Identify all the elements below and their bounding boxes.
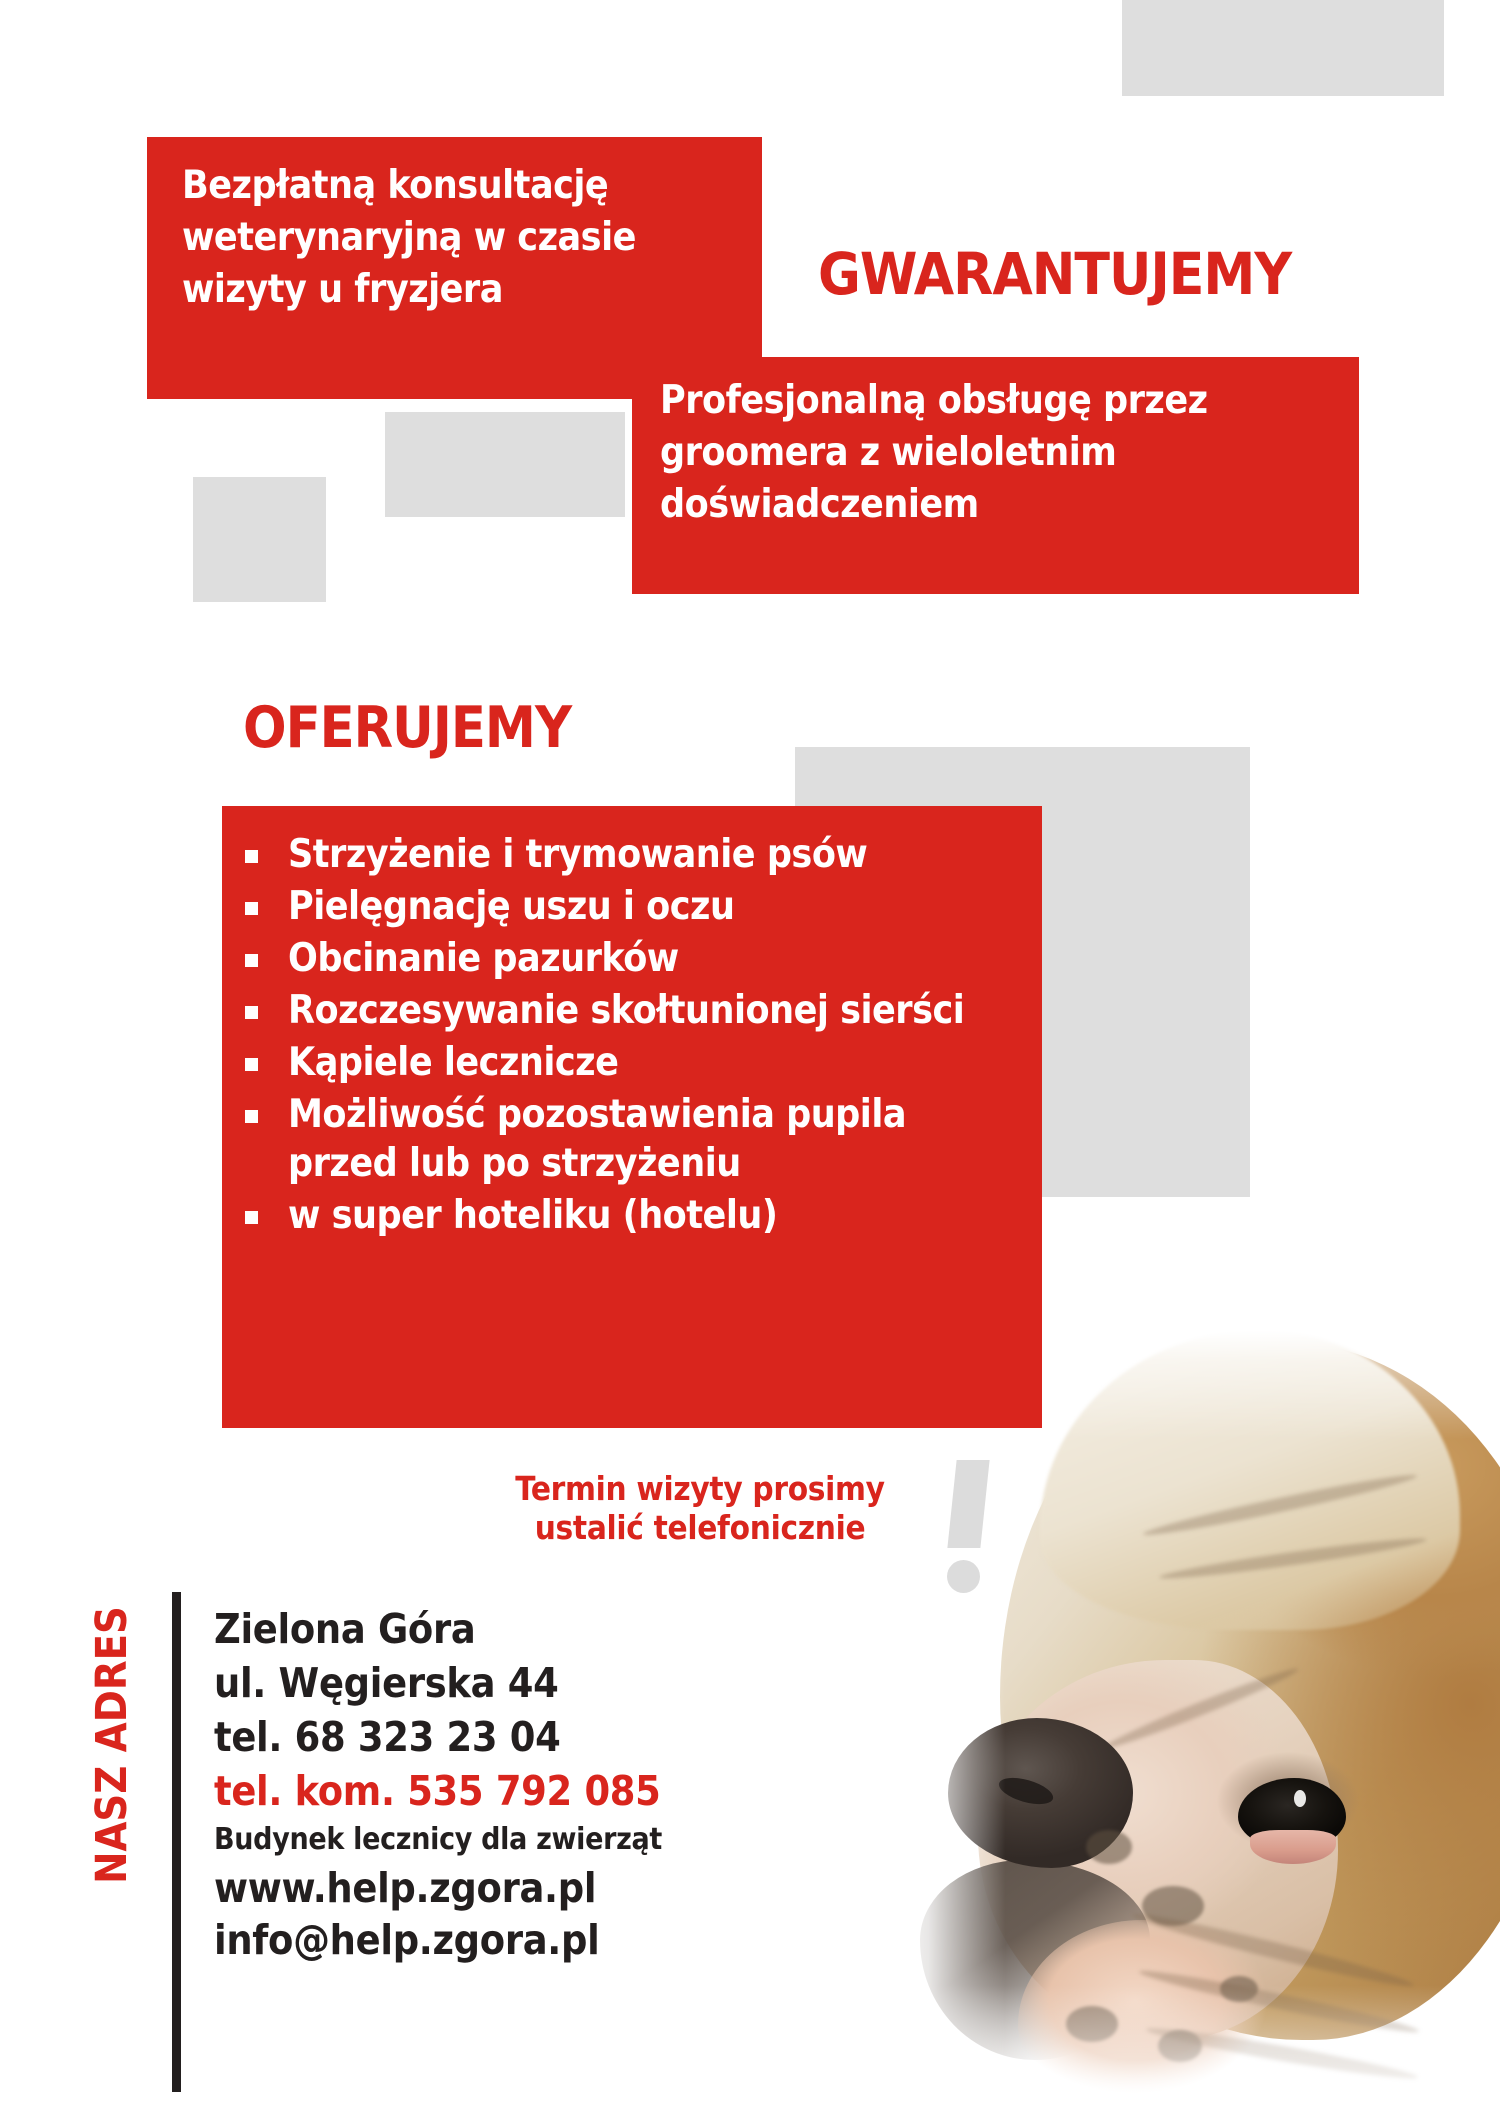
offer-list-item (245, 986, 1005, 1036)
appointment-note-line-1: Termin wizyty prosimy (515, 1469, 885, 1508)
square-bullet-icon (245, 1110, 258, 1123)
address-divider-rule (172, 1592, 181, 2092)
offer-item-label: Kąpiele lecznicze (288, 1039, 619, 1085)
square-bullet-icon (245, 850, 258, 863)
address-building: Budynek lecznicy dla zwierząt (214, 1822, 663, 1858)
appointment-note-line-2: ustalić telefonicznie (534, 1507, 866, 1547)
decor-grey-rect-top-right (1122, 0, 1444, 96)
decor-grey-rect-mid-left (385, 412, 625, 517)
offer-item-label: Obcinanie pazurków (288, 935, 679, 981)
guarantee-item-2-text: Profesjonalną obsługę przez groomera z wieloletnim doświadczeniem (660, 378, 1208, 527)
offer-item-label: Rozczesywanie skołtunionej sierści (288, 987, 965, 1033)
square-bullet-icon (245, 954, 258, 967)
address-mobile: tel. kom. 535 792 085 (214, 1767, 661, 1816)
address-street: ul. Węgierska 44 (214, 1659, 559, 1708)
offer-item-label: w super hoteliku (hotelu) (288, 1193, 778, 1239)
address-phone: tel. 68 323 23 04 (214, 1713, 561, 1762)
offer-list-item (245, 1090, 1005, 1190)
dog-spot (1086, 1830, 1132, 1864)
offer-heading: OFERUJEMY (243, 695, 572, 761)
square-bullet-icon (245, 1006, 258, 1019)
square-bullet-icon (245, 1211, 258, 1224)
offer-list (245, 830, 1005, 1243)
decor-grey-rect-small-left (193, 477, 326, 602)
offer-item-label: Pielęgnację uszu i oczu (288, 883, 735, 929)
guarantee-item-1-text: Bezpłatną konsultację weterynaryjną w czasie wizyty u fryzjera (182, 163, 636, 312)
guarantee-heading: GWARANTUJEMY (818, 240, 1292, 308)
dog-eye-highlight (1294, 1790, 1306, 1807)
square-bullet-icon (245, 902, 258, 915)
exclamation-dot-icon (947, 1560, 980, 1593)
square-bullet-icon (245, 1058, 258, 1071)
offer-list-item (245, 1038, 1005, 1088)
offer-list-item (245, 1191, 1005, 1241)
address-section-label: NASZ ADRES (87, 1606, 137, 1884)
offer-item-label: Możliwość pozostawienia pupila przed lub po strzyżeniu (288, 1091, 907, 1187)
offer-list-item (245, 934, 1005, 984)
offer-list-item (245, 882, 1005, 932)
bulldog-photo (890, 1330, 1500, 2104)
appointment-note (450, 1470, 950, 1547)
address-city: Zielona Góra (214, 1605, 476, 1653)
address-email[interactable]: info@help.zgora.pl (214, 1916, 600, 1965)
address-website[interactable]: www.help.zgora.pl (214, 1863, 597, 1912)
address-block (214, 1602, 834, 1967)
offer-item-label: Strzyżenie i trymowanie psów (288, 832, 868, 877)
offer-list-item (245, 830, 1005, 880)
dog-spot (1066, 2006, 1118, 2042)
